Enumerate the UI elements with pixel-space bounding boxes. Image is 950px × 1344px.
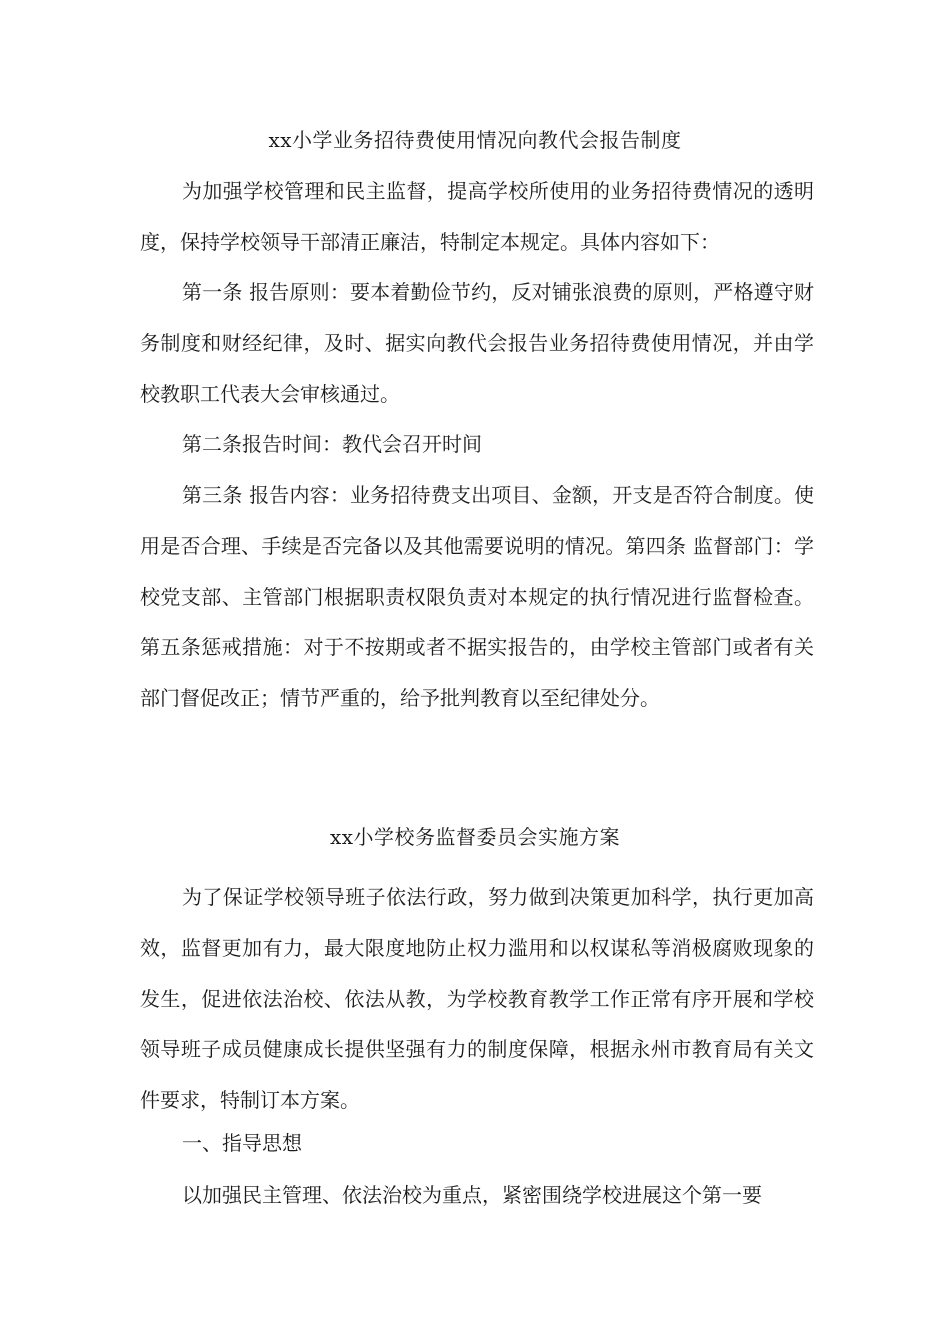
section-1-intro: 为加强学校管理和民主监督，提高学校所使用的业务招待费情况的透明度，保持学校领导干部清正廉洁，特制定本规定。具体内容如下：: [140, 179, 814, 254]
guiding-ideology-body: 以加强民主管理、依法治校为重点，紧密围绕学校进展这个第一要: [182, 1183, 762, 1207]
article-1-paragraph: 第一条 报告原则：要本着勤俭节约，反对铺张浪费的原则，严格遵守财务制度和财经纪律，及时、据实向教代会报告业务招待费使用情况，并由学校教职工代表大会审核通过。: [140, 280, 814, 406]
guiding-ideology-heading: 一、指导思想: [182, 1131, 302, 1155]
section-2-title: xx小学校务监督委员会实施方案: [329, 825, 621, 849]
section-2-intro: 为了保证学校领导班子依法行政，努力做到决策更加科学，执行更加高效，监督更加有力，最大限度地防止权力滥用和以权谋私等消极腐败现象的发生，促进依法治校、依法从教，为学校教育教学工作正常有序开展和学校领导班子成员健康成长提供坚强有力的制度保障，根据永州市教育局有关文件要求，特制订本方案。: [140, 885, 814, 1113]
article-3-paragraph: 第三条 报告内容：业务招待费支出项目、金额，开支是否符合制度。使用是否合理、手续是否完备以及其他需要说明的情况。第四条 监督部门：学校党支部、主管部门根据职责权限负责对本规定的执行情况进行监督检查。第五条惩戒措施：对于不按期或者不据实报告的，由学校主管部门或者有关部门督促改正；情节严重的，给予批判教育以至纪律处分。: [140, 483, 814, 711]
article-2-paragraph: 第二条报告时间：教代会召开时间: [182, 432, 482, 456]
section-1-title: xx小学业务招待费使用情况向教代会报告制度: [268, 128, 682, 152]
